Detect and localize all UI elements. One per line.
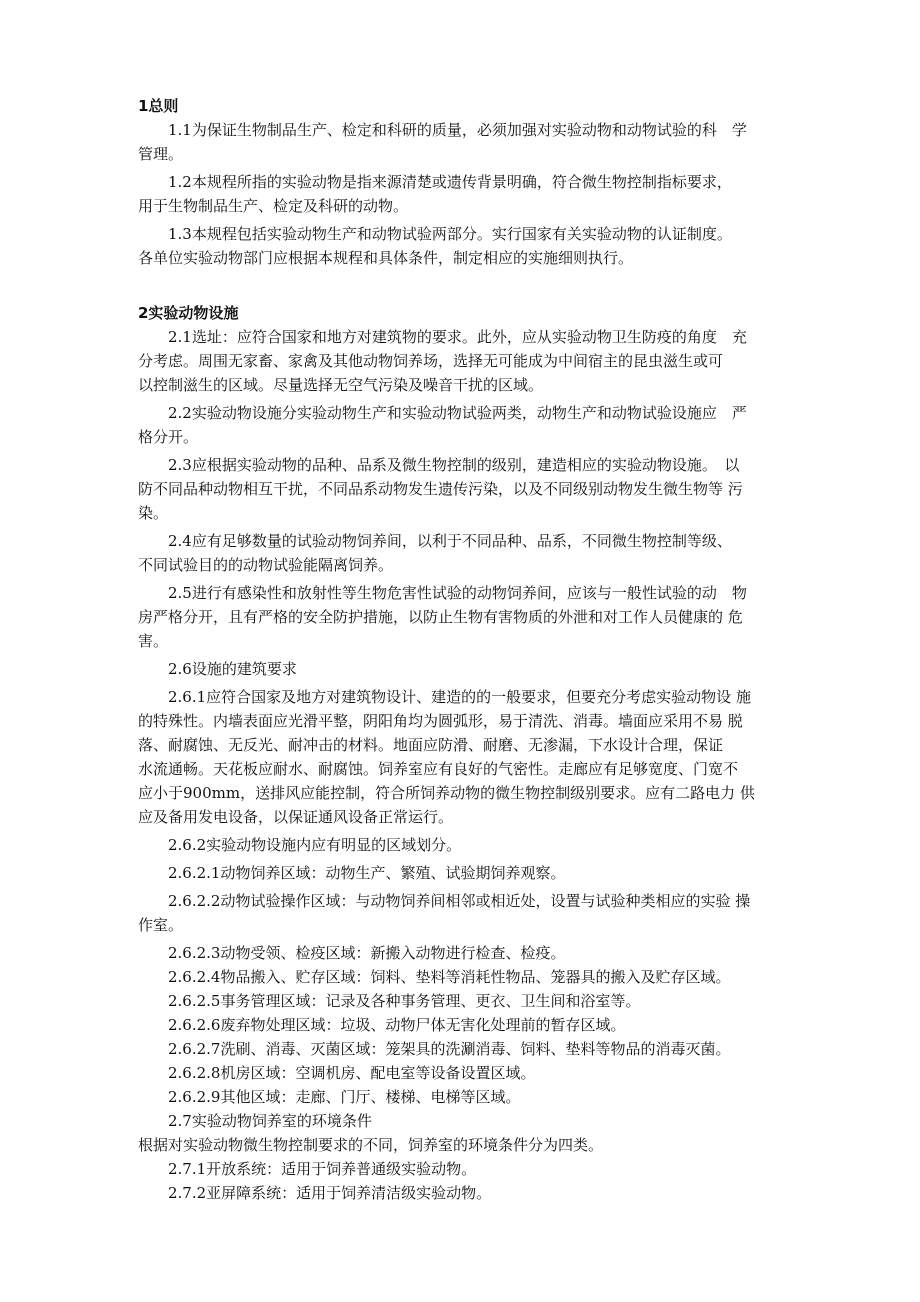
paragraph-line: 管理。: [138, 145, 184, 163]
paragraph-2-7-1: [138, 1157, 800, 1181]
paragraph-1-1: [138, 118, 800, 166]
paragraph-line: 不同试验目的的动物试验能隔离饲养。: [138, 556, 394, 574]
paragraph-line: 应小于900mm，送排风应能控制，符合所饲养动物的微生物控制级别要求。应有二路电力 供: [138, 784, 755, 802]
paragraph-line: 染。: [138, 504, 169, 522]
paragraph-line: 用于生物制品生产、检定及科研的动物。: [138, 197, 409, 215]
paragraph-line: 应及备用发电设备，以保证通风设备正常运行。: [138, 808, 454, 826]
paragraph-2-1: [138, 325, 800, 397]
paragraph-line: 格分开。: [138, 428, 199, 446]
paragraph-2-6-2: [138, 833, 800, 857]
paragraph-line: 落、耐腐蚀、无反光、耐冲击的材料。地面应防滑、耐磨、无渗漏，下水设计合理，保证: [138, 736, 724, 754]
paragraph-1-2: [138, 170, 800, 218]
paragraph-line: 2.6.1应符合国家及地方对建筑物设计、建造的的一般要求，但要充分考虑实验动物设 施: [168, 688, 751, 706]
paragraph-2-7: [138, 1109, 800, 1133]
paragraph-line: 2.6.2.8机房区域：空调机房、配电室等设备设置区域。: [168, 1064, 536, 1082]
paragraph-line: 2.2实验动物设施分实验动物生产和实验动物试验两类，动物生产和动物试验设施应 严: [168, 404, 747, 422]
paragraph-2-7-intro: [138, 1133, 800, 1157]
paragraph-line: 以控制滋生的区域。尽量选择无空气污染及噪音干扰的区域。: [138, 376, 544, 394]
paragraph-line: 2.4应有足够数量的试验动物饲养间，以利于不同品种、品系，不同微生物控制等级、: [168, 532, 732, 550]
paragraph-line: 各单位实验动物部门应根据本规程和具体条件，制定相应的实施细则执行。: [138, 249, 634, 267]
paragraph-line: 2.5进行有感染性和放射性等生物危害性试验的动物饲养间，应该与一般性试验的动 物: [168, 584, 747, 602]
paragraph-line: 2.6.2实验动物设施内应有明显的区域划分。: [168, 836, 462, 854]
paragraph-line: 2.6.2.6废弃物处理区域：垃圾、动物尸体无害化处理前的暂存区域。: [168, 1016, 626, 1034]
paragraph-2-6-2-3: [138, 941, 800, 965]
paragraph-line: 2.6.2.7洗刷、消毒、灭菌区域：笼架具的洗涮消毒、饲料、垫料等物品的消毒灭菌。: [168, 1040, 731, 1058]
paragraph-line: 2.6设施的建筑要求: [168, 660, 297, 678]
paragraph-line: 防不同品种动物相互干扰，不同品系动物发生遗传污染，以及不同级别动物发生微生物等 污: [138, 480, 743, 498]
paragraph-line: 1.3本规程包括实验动物生产和动物试验两部分。实行国家有关实验动物的认证制度。: [168, 225, 732, 243]
paragraph-2-6: [138, 657, 800, 681]
paragraph-line: 2.6.2.5事务管理区域：记录及各种事务管理、更衣、卫生间和浴室等。: [168, 992, 641, 1010]
paragraph-2-6-2-9: [138, 1085, 800, 1109]
paragraph-2-2: [138, 401, 800, 449]
paragraph-2-6-2-5: [138, 989, 800, 1013]
paragraph-line: 害。: [138, 632, 169, 650]
paragraph-2-6-2-2: [138, 889, 800, 937]
paragraph-2-6-1: [138, 685, 800, 829]
paragraph-line: 2.6.2.9其他区域：走廊、门厅、楼梯、电梯等区域。: [168, 1088, 521, 1106]
paragraph-2-3: [138, 453, 800, 525]
paragraph-line: 2.6.2.3动物受领、检疫区域：新搬入动物进行检查、检疫。: [168, 944, 566, 962]
paragraph-line: 分考虑。周围无家畜、家禽及其他动物饲养场，选择无可能成为中间宿主的昆虫滋生或可: [138, 352, 724, 370]
paragraph-2-6-2-8: [138, 1061, 800, 1085]
document-content: [138, 94, 800, 1205]
paragraph-2-6-2-6: [138, 1013, 800, 1037]
section-1-heading: 1总则: [138, 97, 179, 115]
paragraph-line: 2.6.2.2动物试验操作区域：与动物饲养间相邻或相近处，设置与试验种类相应的实验 操: [168, 892, 751, 910]
paragraph-line: 2.7实验动物饲养室的环境条件: [168, 1112, 372, 1130]
paragraph-line: 房严格分开，且有严格的安全防护措施，以防止生物有害物质的外泄和对工作人员健康的 危: [138, 608, 743, 626]
paragraph-2-6-2-4: [138, 965, 800, 989]
paragraph-line: 2.3应根据实验动物的品种、品系及微生物控制的级别，建造相应的实验动物设施。 以: [168, 456, 740, 474]
paragraph-line: 1.1为保证生物制品生产、检定和科研的质量，必须加强对实验动物和动物试验的科 学: [168, 121, 747, 139]
paragraph-line: 2.6.2.4物品搬入、贮存区域：饲料、垫料等消耗性物品、笼器具的搬入及贮存区域。: [168, 968, 731, 986]
paragraph-line: 水流通畅。天花板应耐水、耐腐蚀。饲养室应有良好的气密性。走廊应有足够宽度、门宽不: [138, 760, 739, 778]
paragraph-line: 的特殊性。内墙表面应光滑平整，阴阳角均为圆弧形，易于清洗、消毒。墙面应采用不易 脱: [138, 712, 743, 730]
paragraph-1-3: [138, 222, 800, 270]
paragraph-2-6-2-1: [138, 861, 800, 885]
paragraph-2-6-2-7: [138, 1037, 800, 1061]
paragraph-line: 作室。: [138, 916, 184, 934]
paragraph-line: 2.7.1开放系统：适用于饲养普通级实验动物。: [168, 1160, 477, 1178]
paragraph-line: 根据对实验动物微生物控制要求的不同，饲养室的环境条件分为四类。: [138, 1136, 604, 1154]
paragraph-line: 2.7.2亚屏障系统：适用于饲养清洁级实验动物。: [168, 1184, 492, 1202]
paragraph-line: 2.6.2.1动物饲养区域：动物生产、繁殖、试验期饲养观察。: [168, 864, 566, 882]
paragraph-2-4: [138, 529, 800, 577]
paragraph-2-5: [138, 581, 800, 653]
paragraph-2-7-2: [138, 1181, 800, 1205]
paragraph-line: 1.2本规程所指的实验动物是指来源清楚或遗传背景明确，符合微生物控制指标要求，: [168, 173, 732, 191]
paragraph-line: 2.1选址：应符合国家和地方对建筑物的要求。此外，应从实验动物卫生防疫的角度 充: [168, 328, 747, 346]
section-2-heading: 2实验动物设施: [138, 304, 239, 322]
